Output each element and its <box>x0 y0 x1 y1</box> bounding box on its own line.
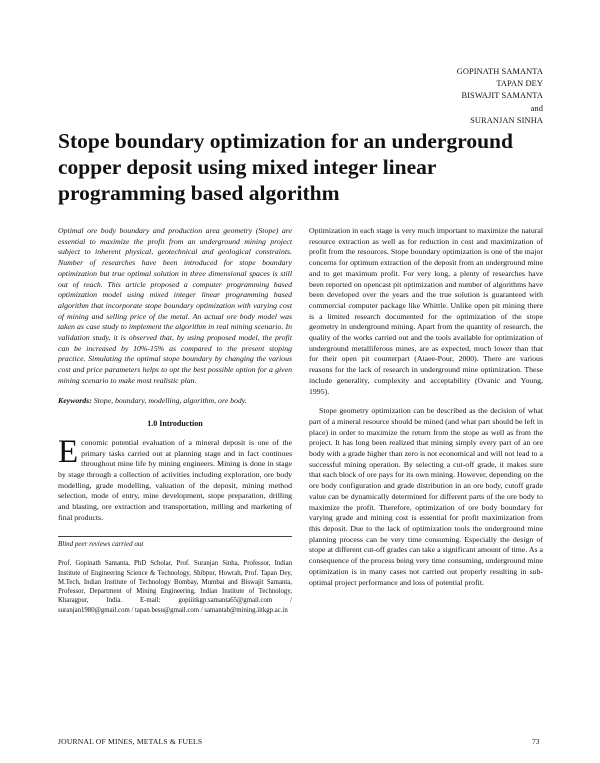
footnote-divider <box>58 536 292 537</box>
page-number: 73 <box>532 737 540 746</box>
body-paragraph: Stope geometry optimization can be described as the decision of what part of a mineral resource should be mined (and what part should be left in place) in order to maximize the return from the stope as well as from the project. It has long been realized that mining simply every part of an ore body with a grade higher than zero is not economical and will not lead to a successful mining operation. By selecting a cut-off grade, it makes sure that each block of ore pays for its own mining. However, depending on the ore body configuration and grade distribution in an ore body, cutoff grade value can be dynamically determined for different parts of the ore body to maximize the profit. Therefore, optimization of ore body boundary for varying grade and mining cost is essential for profit maximization from this deposit. Due to the lack of optimization tools the underground mine planning process can be very time consuming. Especially the design of stope at different cut-off grades can take a significant amount of time. As a consequence of the process being very time consuming, underground mine optimization is in many cases not carried out properly resulting in sub-optimal project performance and loss of potential profit. <box>309 406 543 587</box>
keywords <box>58 396 292 407</box>
author-name: GOPINATH SAMANTA <box>456 67 543 76</box>
keywords-label: Keywords: <box>58 395 92 405</box>
author-affiliations: Prof. Gopinath Samanta, PhD Scholar, Prof. Suranjan Sinha, Professor, Indian Institute of Engineering Science & Technology, Shibpur, Howrah, Prof. Tapan Dey, M.Tech, Indian Institute of Technology Bombay, Mumbai and Biswajit Samanta, Professor, Department of Mining Engineering, Indian Institute of Technology, Kharagpur, India. E-mail: gopiiitkgp.samanta65@gmail.com / suranjan1980@gmail.com / tapan.besu@gmail.com / samantab@mining.iitkgp.ac.in <box>58 560 292 614</box>
right-column <box>309 226 543 588</box>
author-list <box>243 66 543 127</box>
author-name: SURANJAN SINHA <box>470 115 543 125</box>
paper-title: Stope boundary optimization for an underground copper deposit using mixed integer linear programming based algorithm <box>58 129 513 205</box>
author-name: TAPAN DEY <box>496 79 543 89</box>
abstract: Optimal ore body boundary and production area geometry (Stope) are essential to maximize the profit from an underground mining project subject to inherent physical, geotechnical and geological constraints. Number of researches have been introduced for stope boundary optimization but true optimal solution in three dimensional spaces is still out of reach. This article proposed a computer programming based optimization model using mixed integer linear programming based algorithm that incorporate stope boundary optimization with varying cost of mining and selling price of the metal. An actual ore body model was taken as case study to implement the algorithm in real mining scenario. In validation study, it is observed that, by using proposed model, the profit can be increased by 10%-15% as compared to the present stoping practice. Simulating the optimal stope boundary by changing the various cost and price parameters helps to opt the best possible option for a given mining scenario to make most realistic plan. <box>58 226 292 385</box>
author-conjunction: and <box>530 103 543 113</box>
body-paragraph: Optimization in each stage is very much important to maximize the natural resource extraction as well as for reduction in cost and maximization of profit from the resources. Stope boundary optimization is one of the major concerns for optimum extraction of the deposit from an underground mine and to get maximum profit. For very long, a plenty of researches have been reported on opencast pit optimization and number of algorithms have been developed over the years and the true solution is guaranteed with commercial computer package like Whittle. Unlike open pit mining there is a limited research documented for the optimization of the stope geometry in underground mining. Apart from the quantity of research, the quality of the works carried out and the tools available for optimization of underground metalliferous mines, are as expected, much lower than that for their open pit counterpart (Ataee-Pour, 2000). There are various reasons for the lack of research in underground mine optimization. These include generality, complexity and acceptability (Ovanic and Young, 1995). <box>309 226 543 396</box>
section-heading: 1.0 Introduction <box>147 419 203 429</box>
intro-paragraph <box>58 433 292 524</box>
keywords-text: Stope, boundary, modelling, algorithm, ore body. <box>91 395 247 405</box>
drop-cap: E <box>58 433 79 470</box>
journal-name: JOURNAL OF MINES, METALS & FUELS <box>58 737 203 746</box>
left-column <box>58 226 292 615</box>
review-note: Blind peer reviews carried out <box>58 539 144 548</box>
author-name: BISWAJIT SAMANTA <box>461 91 543 101</box>
intro-text: conomic potential evaluation of a mineral deposit is one of the primary tasks carried out at planning stage and in fact continues throughout mine life by mining engineers. Mining is done in stage by stage through a collection of activities including exploration, ore body modelling, grade modelling, valuation of the deposit, mining method selection, mode of entry, mine development, stope preparation, drilling and blasting, ore extraction and transportation, milling and marketing of final products. <box>58 437 292 522</box>
